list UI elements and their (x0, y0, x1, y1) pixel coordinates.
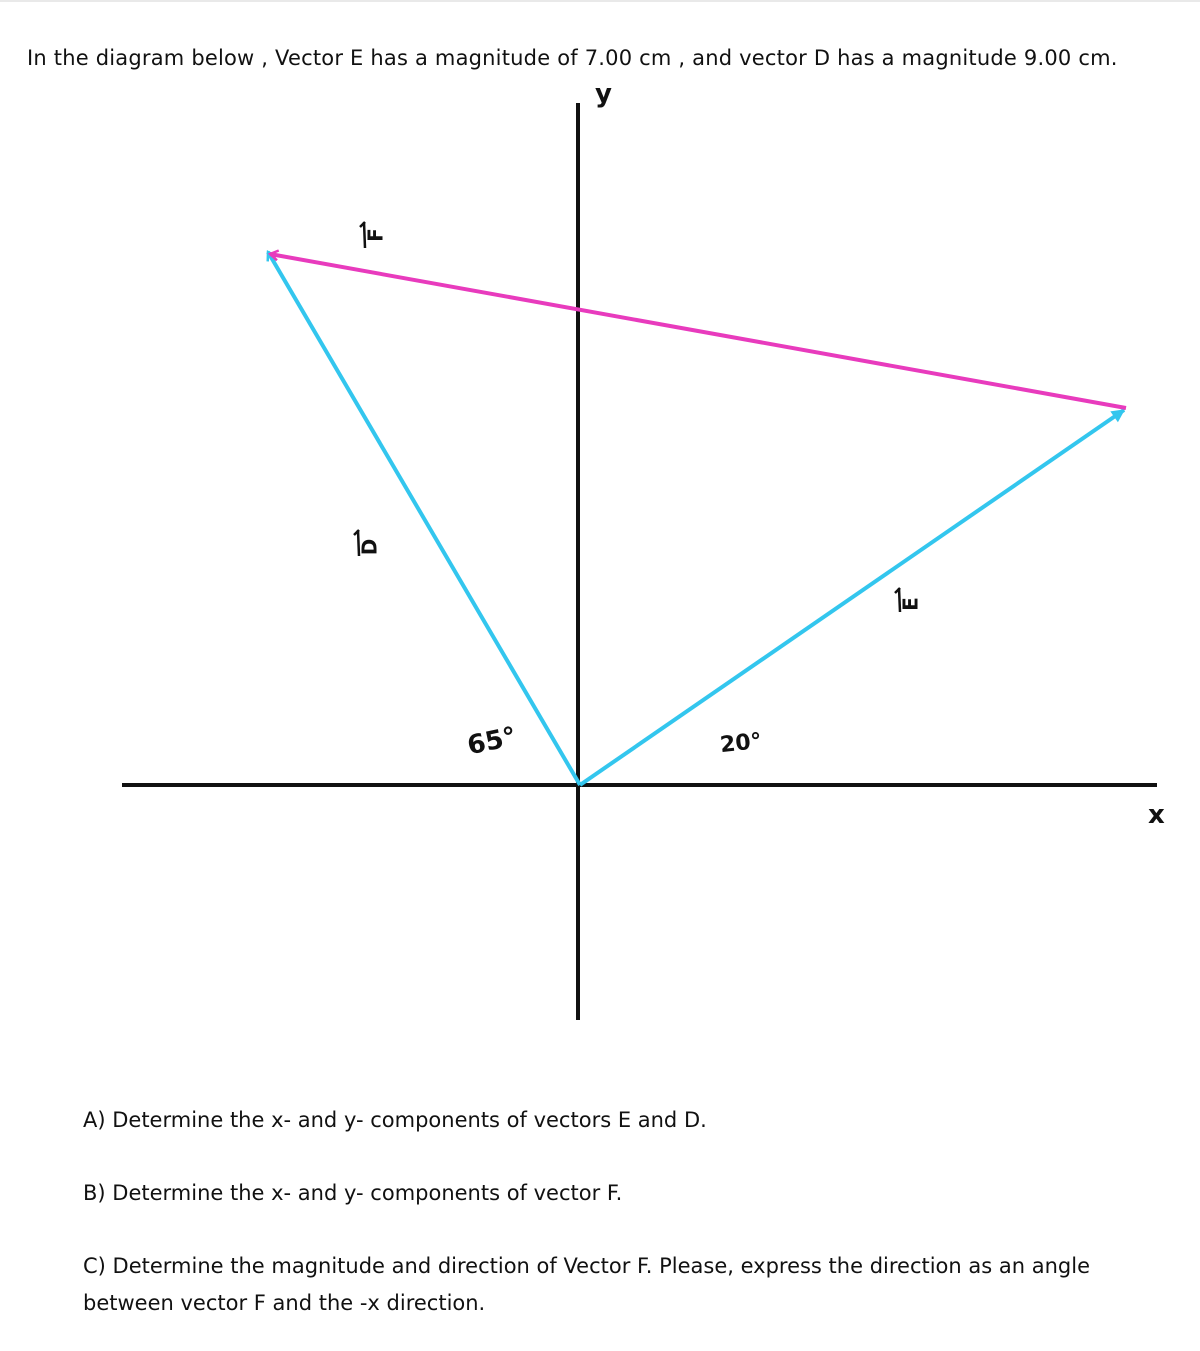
vector-f (270, 254, 1126, 408)
vector-d (268, 252, 580, 785)
question-a: A) Determine the x- and y- components of vectors E and D. (83, 1108, 707, 1132)
question-c: C) Determine the magnitude and direction of Vector F. Please, express the direction as an angle between vector F and the -x direction. (83, 1254, 1090, 1315)
svg-text:20°: 20° (718, 728, 763, 759)
svg-text:65°: 65° (464, 721, 520, 762)
svg-text:F: F (363, 228, 388, 242)
svg-text:D: D (357, 538, 382, 556)
vector-e-label (899, 597, 923, 611)
x-axis-label: x (1148, 800, 1165, 830)
vector-f-label (364, 228, 388, 242)
angle-e-label (719, 729, 763, 758)
vector-d-arrow-mark (354, 530, 359, 556)
vector-f-arrow-mark (360, 222, 365, 248)
vector-e-arrow-mark (895, 588, 900, 612)
vector-e (580, 410, 1124, 785)
angle-d-label (465, 722, 519, 762)
y-axis-label: y (595, 79, 612, 109)
problem-statement: In the diagram below , Vector E has a magnitude of 7.00 cm , and vector D has a magnitude 9.00 cm. (27, 46, 1118, 70)
question-b: B) Determine the x- and y- components of vector F. (83, 1181, 623, 1205)
svg-text:E: E (898, 597, 923, 611)
vector-d-label (358, 539, 382, 556)
